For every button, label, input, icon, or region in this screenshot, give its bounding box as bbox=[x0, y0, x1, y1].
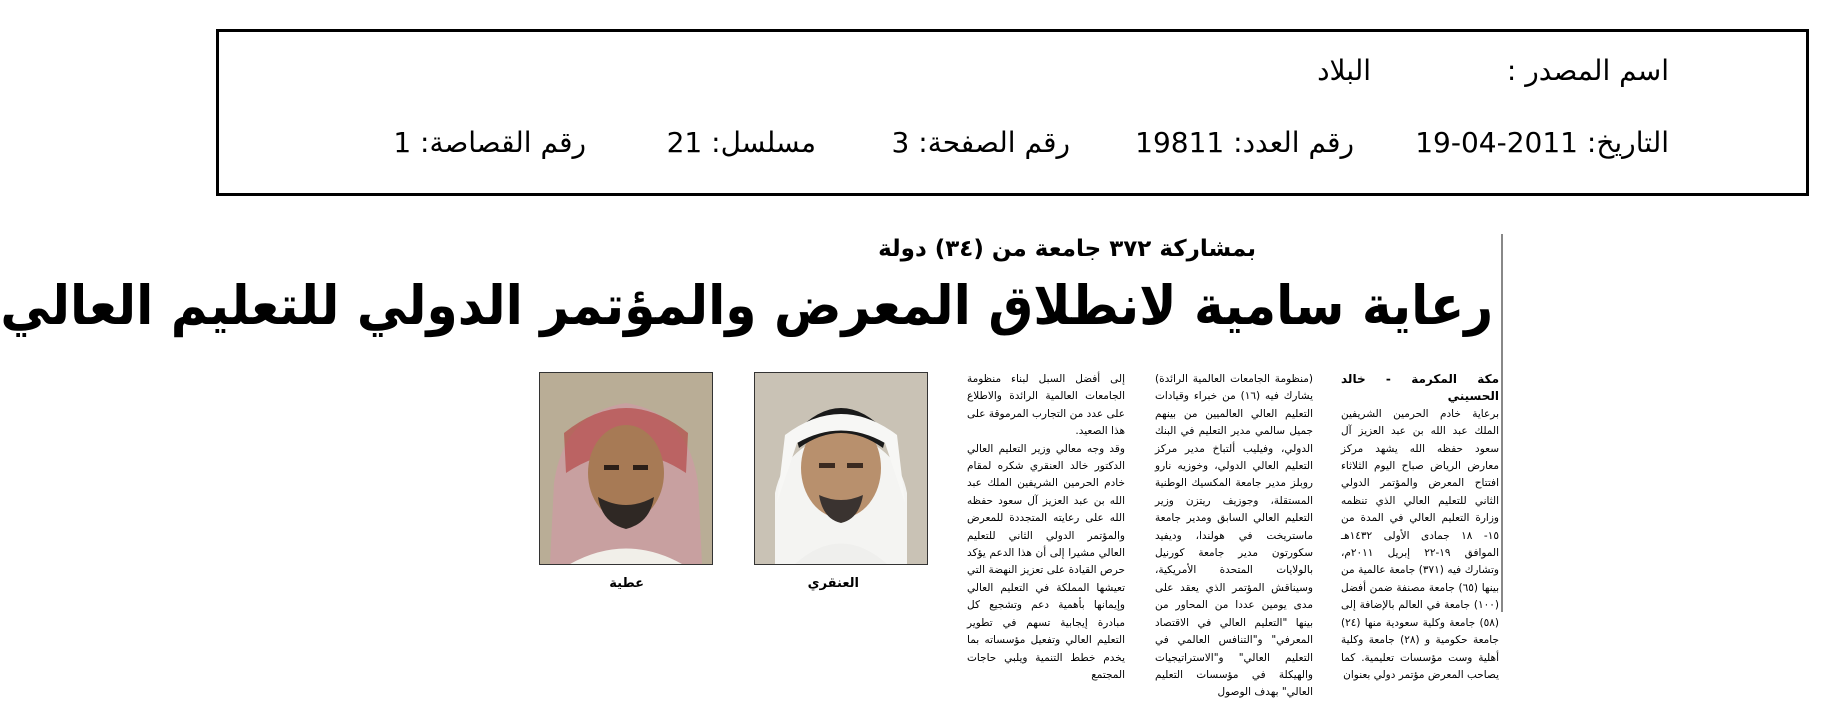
column-2-text: (منظومة الجامعات العالمية الرائدة) يشارك فيه (١٦) من خبراء وقيادات التعليم العالي العالميين من بينهم جميل سالمي مدير التعليم في البنك الدولي، وفيليب ألتباخ مدير مركز التعليم العالي الدولي، وخوزيه نارو روبلز مدير جامعة المكسيك الوطنية المستقلة، وجوزيف ريتزن وزير التعليم العالي السابق ومدير جامعة ماستريخت في هولندا، وديفيد سكورتون مدير جامعة كورنيل بالولايات المتحدة الأمريكية، وسيناقش المؤتمر الذي يعقد على مدى يومين عددا من المحاور من بينها "التعليم العالي في الاقتصاد المعرفي" و"التنافس العالمي في التعليم العالي" و"الاستراتيجيات والهيكلة في مؤسسات التعليم العالي" بهدف الوصول bbox=[1155, 373, 1313, 699]
column-rule bbox=[1501, 234, 1503, 612]
article-column-1 bbox=[1341, 371, 1499, 681]
issue-number-field: رقم العدد: 19811 bbox=[1135, 126, 1354, 159]
article-kicker: بمشاركة ٣٧٢ جامعة من (٣٤) دولة bbox=[878, 236, 1256, 262]
portrait-photo-alanqari bbox=[754, 372, 928, 565]
article-column-3 bbox=[967, 371, 1125, 681]
date-field: التاريخ: 2011-04-19 bbox=[1415, 126, 1669, 159]
source-info-box bbox=[216, 29, 1809, 196]
article-byline: مكة المكرمة - خالد الحسيني bbox=[1341, 372, 1499, 404]
source-label: اسم المصدر : bbox=[1506, 54, 1669, 87]
column-3-text-a: إلى أفضل السبل لبناء منظومة الجامعات العالمية الرائدة والاطلاع على عدد من التجارب المرموقة على هذا الصعيد. bbox=[967, 373, 1125, 438]
clip-number-field: رقم القصاصة: 1 bbox=[393, 126, 586, 159]
portrait-atiyah-image bbox=[540, 373, 712, 564]
article-headline: رعاية سامية لانطلاق المعرض والمؤتمر الدولي للتعليم العالي bbox=[0, 274, 1493, 337]
photo-caption-1: العنقري bbox=[807, 576, 859, 591]
article-column-2 bbox=[1155, 371, 1313, 699]
serial-field: مسلسل: 21 bbox=[666, 126, 816, 159]
source-value: البلاد bbox=[1317, 54, 1371, 87]
portrait-photo-atiyah bbox=[539, 372, 713, 565]
page-number-field: رقم الصفحة: 3 bbox=[891, 126, 1070, 159]
column-3-text-b: وقد وجه معالي وزير التعليم العالي الدكتور خالد العنقري شكره لمقام خادم الحرمين الشريفين الملك عبد الله بن عبد العزيز آل سعود حفظه الله على رعايته المتجددة للمعرض والمؤتمر الدولي الثاني للتعليم العالي مشيرا إلى أن هذا الدعم يؤكد حرص القيادة على تعزيز النهضة التي تعيشها المملكة في التعليم العالي وإيمانها بأهمية دعم وتشجيع كل مبادرة إيجابية تسهم في تطوير التعليم العالي وتفعيل مؤسساته بما يخدم خطط التنمية ويلبي حاجات المجتمع bbox=[967, 442, 1125, 681]
newspaper-clipping bbox=[0, 236, 1499, 699]
photo-caption-2: عطية bbox=[609, 576, 644, 591]
portrait-alanqari-image bbox=[755, 373, 927, 564]
column-1-text: برعاية خادم الحرمين الشريفين الملك عبد الله بن عبد العزيز آل سعود حفظه الله يشهد مركز معارض الرياض صباح اليوم الثلاثاء افتتاح المعرض والمؤتمر الدولي الثاني للتعليم العالي الذي تنظمه وزارة التعليم العالي في المدة من ١٥- ١٨ جمادى الأولى ١٤٣٢هـ الموافق ١٩-٢٢ إبريل ٢٠١١م، وتشارك فيه (٣٧١) جامعة عالمية من بينها (٦٥) جامعة مصنفة ضمن أفضل (١٠٠) جامعة في العالم بالإضافة إلى (٥٨) جامعة وكلية سعودية منها (٢٤) جامعة حكومية و (٢٨) جامعة وكلية أهلية وست مؤسسات تعليمية. كما يصاحب المعرض مؤتمر دولي بعنوان bbox=[1341, 407, 1499, 681]
